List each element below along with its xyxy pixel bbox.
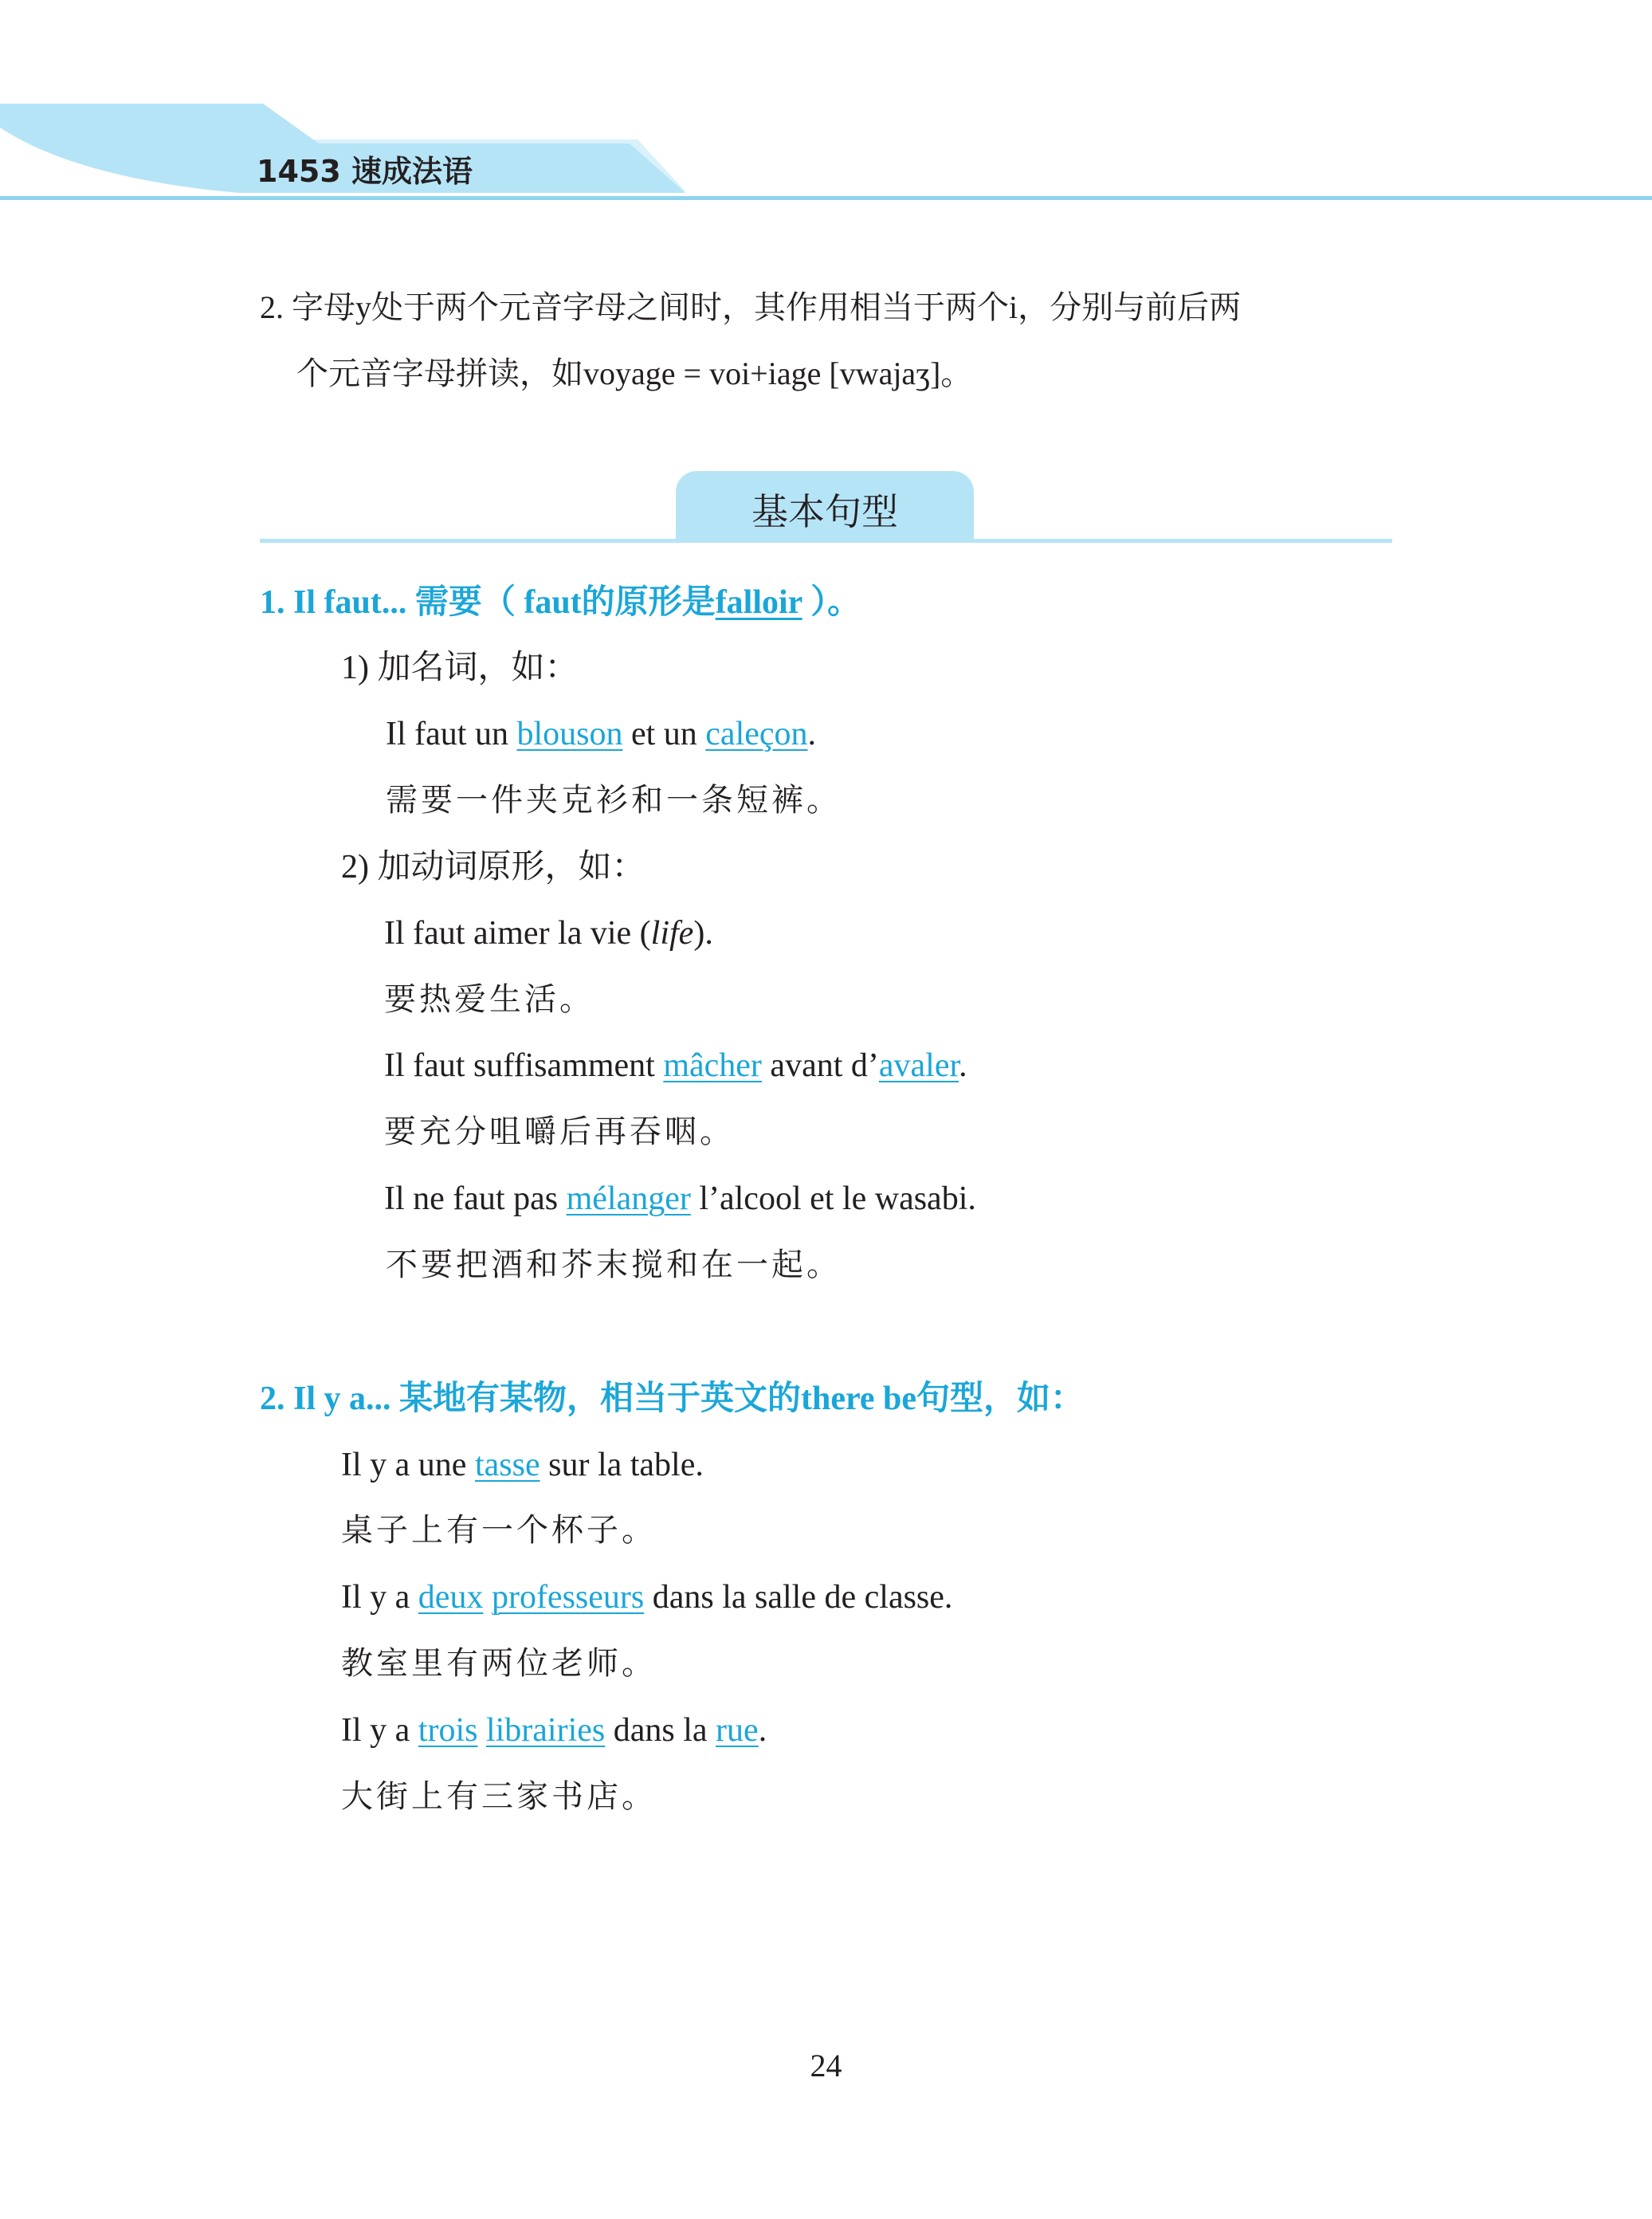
pattern-1-example-3-translation: 要充分咀嚼后再吞咽。 bbox=[384, 1113, 735, 1149]
pattern-1-example-2-translation: 要热爱生活。 bbox=[384, 981, 594, 1017]
example-text: Il faut aimer la vie ( bbox=[384, 915, 651, 952]
page-number: 24 bbox=[810, 2048, 842, 2084]
vocab-tasse: tasse bbox=[474, 1447, 540, 1483]
pattern-1-example-1 bbox=[386, 717, 816, 751]
book-title: 1453 速成法语 bbox=[257, 154, 473, 189]
pattern-1-example-3 bbox=[384, 1049, 967, 1082]
vocab-calecon: caleçon bbox=[705, 716, 808, 752]
vocab-melanger: mélanger bbox=[566, 1180, 691, 1217]
example-space bbox=[483, 1579, 492, 1616]
vocab-deux: deux bbox=[418, 1579, 484, 1616]
example-text: . bbox=[959, 1047, 967, 1084]
vocab-falloir: falloir bbox=[715, 584, 802, 621]
pattern-2-example-3 bbox=[341, 1714, 767, 1747]
pattern-2-heading: 2. Il y a... 某地有某物，相当于英文的there be句型，如： bbox=[260, 1380, 1085, 1417]
pattern-1-sub-2: 2) 加动词原形，如： bbox=[341, 849, 645, 886]
pattern-1-heading bbox=[260, 586, 861, 619]
example-text: . bbox=[807, 716, 817, 752]
vocab-professeurs: professeurs bbox=[491, 1579, 645, 1616]
pattern-1-example-4 bbox=[384, 1182, 976, 1216]
pattern-1-sub-1: 1) 加名词，如： bbox=[341, 650, 579, 686]
vocab-librairies: librairies bbox=[485, 1712, 606, 1749]
vocab-rue: rue bbox=[716, 1712, 759, 1749]
vocab-trois: trois bbox=[418, 1712, 478, 1749]
vocab-avaler: avaler bbox=[878, 1047, 959, 1084]
header-rule bbox=[0, 196, 1652, 200]
intro-line-1: 2. 字母y处于两个元音字母之间时，其作用相当于两个i，分别与前后两 bbox=[260, 289, 1242, 325]
example-italic: life bbox=[650, 915, 694, 952]
header-band bbox=[0, 0, 1652, 207]
pattern-2-example-1 bbox=[341, 1448, 704, 1482]
pattern-2-example-1-translation: 桌子上有一个杯子。 bbox=[341, 1512, 657, 1548]
example-space bbox=[477, 1712, 486, 1749]
example-text: Il faut un bbox=[386, 716, 517, 752]
pattern-1-example-4-translation: 不要把酒和芥末搅和在一起。 bbox=[386, 1247, 842, 1282]
example-text: avant d’ bbox=[761, 1047, 879, 1084]
pattern-2-example-2-translation: 教室里有两位老师。 bbox=[341, 1645, 657, 1681]
pattern-2-example-2 bbox=[341, 1581, 952, 1614]
section-rule bbox=[260, 539, 1392, 543]
example-text: sur la table. bbox=[540, 1447, 704, 1483]
example-text: . bbox=[758, 1712, 767, 1749]
pattern-1-example-1-translation: 需要一件夹克衫和一条短裤。 bbox=[386, 782, 842, 818]
example-text: Il y a bbox=[341, 1579, 418, 1616]
pattern-1-example-2 bbox=[384, 917, 713, 950]
vocab-blouson: blouson bbox=[516, 716, 623, 752]
example-text: ). bbox=[693, 915, 713, 952]
example-text: et un bbox=[622, 716, 706, 752]
example-text: dans la bbox=[605, 1712, 716, 1749]
example-text: dans la salle de classe. bbox=[644, 1579, 953, 1616]
pattern-1-heading-suffix: ）。 bbox=[802, 584, 861, 621]
example-text: l’alcool et le wasabi. bbox=[690, 1180, 976, 1217]
vocab-macher: mâcher bbox=[663, 1047, 762, 1084]
example-text: Il y a une bbox=[341, 1447, 475, 1483]
example-text: Il ne faut pas bbox=[384, 1180, 567, 1217]
intro-line-2: 个元音字母拼读，如voyage = voi+iage [vwajaʒ]。 bbox=[296, 355, 973, 391]
pattern-2-example-3-translation: 大街上有三家书店。 bbox=[341, 1778, 657, 1814]
example-text: Il y a bbox=[341, 1712, 418, 1749]
pattern-1-heading-text: 1. Il faut... 需要（ faut的原形是 bbox=[260, 584, 716, 621]
example-text: Il faut suffisamment bbox=[384, 1047, 664, 1084]
section-title: 基本句型 bbox=[751, 490, 898, 533]
